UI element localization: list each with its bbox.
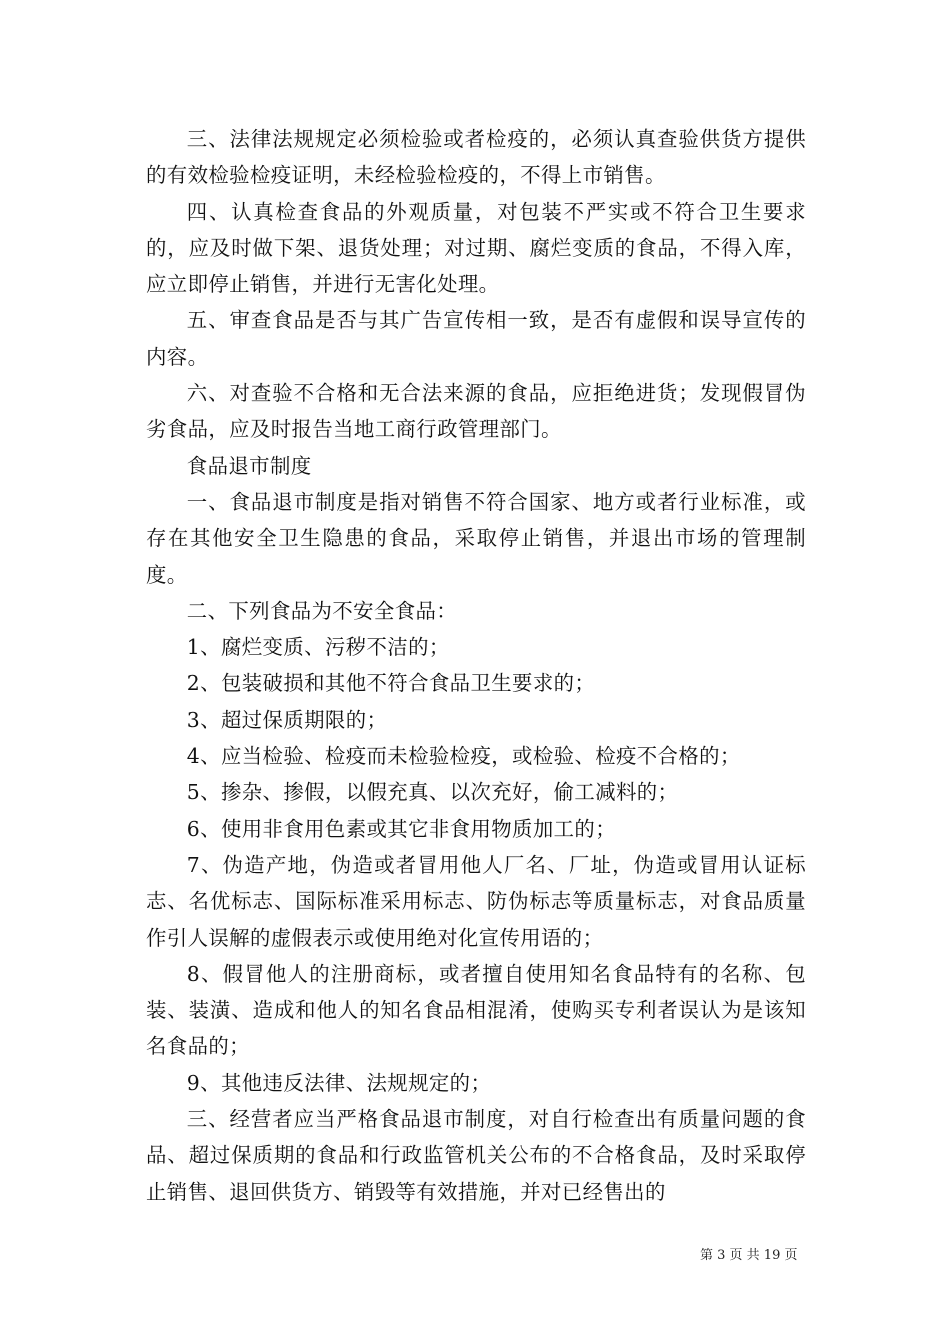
- paragraph-2: 四、认真检查食品的外观质量，对包装不严实或不符合卫生要求的，应及时做下架、退货处理；对过期、腐烂变质的食品，不得入库，应立即停止销售，并进行无害化处理。: [146, 199, 806, 297]
- list-item-9: 9、其他违反法律、法规规定的；: [186, 1070, 492, 1095]
- paragraph-7: 三、经营者应当严格食品退市制度，对自行检查出有质量问题的食品、超过保质期的食品和行政监管机关公布的不合格食品，及时采取停止销售、退回供货方、销毁等有效措施，并对已经售出的: [146, 1107, 806, 1204]
- list-item-7: 7、伪造产地，伪造或者冒用他人厂名、厂址，伪造或冒用认证标志、名优标志、国际标准采用标志、防伪标志等质量标志，对食品质量作引人误解的虚假表示或使用绝对化宣传用语的；: [146, 852, 806, 950]
- list-item-2: 2、包装破损和其他不符合食品卫生要求的；: [186, 671, 596, 696]
- list-item-4: 4、应当检验、检疫而未检验检疫，或检验、检疫不合格的；: [186, 744, 741, 769]
- section-heading-food-recall: 食品退市制度: [186, 453, 312, 478]
- paragraph-5: 一、食品退市制度是指对销售不符合国家、地方或者行业标准，或存在其他安全卫生隐患的食品，采取停止销售，并退出市场的管理制度。: [146, 489, 806, 587]
- paragraph-1: 三、法律法规规定必须检验或者检疫的，必须认真查验供货方提供的有效检验检疫证明，未经检验检疫的，不得上市销售。: [146, 127, 806, 188]
- list-item-3: 3、超过保质期限的；: [186, 707, 388, 732]
- page-number-footer: 第 3 页 共 19 页: [700, 1248, 798, 1263]
- list-item-1: 1、腐烂变质、污秽不洁的；: [186, 635, 450, 660]
- list-item-6: 6、使用非食用色素或其它非食用物质加工的；: [186, 816, 616, 841]
- list-item-8: 8、假冒他人的注册商标，或者擅自使用知名食品特有的名称、包装、装潢、造成和他人的知名食品相混淆，使购买专利者误认为是该知名食品的；: [146, 961, 806, 1059]
- paragraph-4: 六、对查验不合格和无合法来源的食品，应拒绝进货；发现假冒伪劣食品，应及时报告当地工商行政管理部门。: [146, 381, 806, 442]
- paragraph-6: 二、下列食品为不安全食品：: [186, 598, 458, 623]
- document-body: [146, 121, 806, 1210]
- list-item-5: 5、掺杂、掺假，以假充真、以次充好，偷工减料的；: [186, 780, 679, 805]
- paragraph-3: 五、审查食品是否与其广告宣传相一致，是否有虚假和误导宣传的内容。: [146, 308, 806, 369]
